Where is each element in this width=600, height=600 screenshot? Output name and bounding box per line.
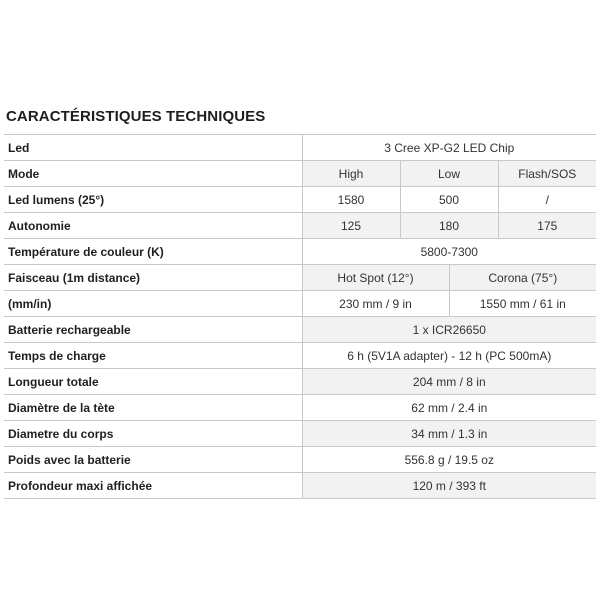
row-label: Température de couleur (K) (4, 239, 302, 265)
row-value: Hot Spot (12°) (302, 265, 449, 291)
table-row (4, 343, 596, 369)
row-value: Flash/SOS (498, 161, 596, 187)
table-row (4, 421, 596, 447)
table-row (4, 239, 596, 265)
row-label: Mode (4, 161, 302, 187)
row-label: Faisceau (1m distance) (4, 265, 302, 291)
table-row (4, 213, 596, 239)
row-label: Longueur totale (4, 369, 302, 395)
row-value: 230 mm / 9 in (302, 291, 449, 317)
row-value: 1580 (302, 187, 400, 213)
table-row (4, 187, 596, 213)
row-value: 180 (400, 213, 498, 239)
row-value: 1 x ICR26650 (302, 317, 596, 343)
row-label: Diamètre de la tète (4, 395, 302, 421)
table-row (4, 447, 596, 473)
table-row (4, 395, 596, 421)
specs-table-body (4, 135, 596, 499)
row-label: Batterie rechargeable (4, 317, 302, 343)
row-value: 3 Cree XP-G2 LED Chip (302, 135, 596, 161)
table-row (4, 135, 596, 161)
row-value: 6 h (5V1A adapter) - 12 h (PC 500mA) (302, 343, 596, 369)
row-value: 556.8 g / 19.5 oz (302, 447, 596, 473)
row-label: Profondeur maxi affichée (4, 473, 302, 499)
row-value: 175 (498, 213, 596, 239)
table-row (4, 265, 596, 291)
page-title: CARACTÉRISTIQUES TECHNIQUES (6, 108, 266, 125)
row-label: Poids avec la batterie (4, 447, 302, 473)
row-label: Led (4, 135, 302, 161)
row-label: Temps de charge (4, 343, 302, 369)
row-value: Corona (75°) (449, 265, 596, 291)
table-row (4, 291, 596, 317)
row-label: (mm/in) (4, 291, 302, 317)
row-value: 500 (400, 187, 498, 213)
row-value: 34 mm / 1.3 in (302, 421, 596, 447)
row-label: Diametre du corps (4, 421, 302, 447)
row-value: 125 (302, 213, 400, 239)
table-row (4, 473, 596, 499)
table-row (4, 317, 596, 343)
row-value: 1550 mm / 61 in (449, 291, 596, 317)
specs-table (4, 134, 596, 499)
row-value: 62 mm / 2.4 in (302, 395, 596, 421)
row-label: Autonomie (4, 213, 302, 239)
row-value: 204 mm / 8 in (302, 369, 596, 395)
row-value: High (302, 161, 400, 187)
table-row (4, 369, 596, 395)
row-label: Led lumens (25°) (4, 187, 302, 213)
row-value: Low (400, 161, 498, 187)
row-value: / (498, 187, 596, 213)
row-value: 120 m / 393 ft (302, 473, 596, 499)
row-value: 5800-7300 (302, 239, 596, 265)
table-row (4, 161, 596, 187)
